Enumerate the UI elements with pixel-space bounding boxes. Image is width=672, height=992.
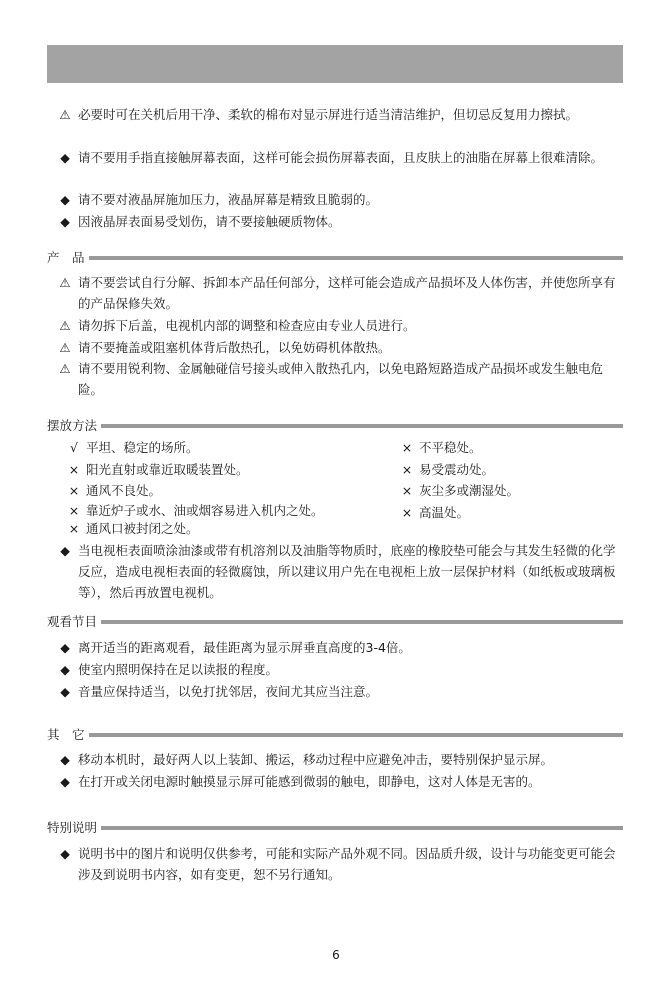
warning-icon: ⚠ (59, 107, 71, 122)
placement-bad-item (66, 518, 199, 539)
warning-icon: ⚠ (59, 340, 71, 355)
placement-bad-item (66, 459, 249, 480)
placement-bad-item (399, 437, 482, 458)
product-item (57, 272, 627, 314)
other-item (57, 771, 627, 792)
placement-note-text: 当电视柜表面喷涂油漆或带有机溶剂以及油脂等物质时，底座的橡胶垫可能会与其发生轻微的化学反应，造成电视柜表面的轻微腐蚀，所以建议用户先在电视柜上放一层保护材料（如纸板或玻璃板等），然后再放置电视机。 (78, 543, 616, 600)
product-text: 请不要用锐利物、金属触碰信号接头或伸入散热孔内，以免电路短路造成产品损坏或发生触电危险。 (78, 361, 604, 397)
bullet-icon: ◆ (60, 543, 70, 558)
cross-icon: × (68, 462, 80, 477)
section-other (47, 725, 623, 745)
bullet-icon: ◆ (60, 640, 70, 655)
warning-icon: ⚠ (59, 275, 71, 290)
bullet-icon: ◆ (60, 150, 70, 165)
placement-text: 通风口被封闭之处。 (86, 521, 199, 536)
intro-text: 请不要用手指直接触屏幕表面，这样可能会损伤屏幕表面，且皮肤上的油脂在屏幕上很难清除。 (78, 150, 604, 165)
cross-icon: × (401, 440, 413, 455)
placement-bad-item (399, 502, 469, 523)
bullet-icon: ◆ (60, 192, 70, 207)
viewing-text: 音量应保持适当，以免打扰邻居，夜间尤其应当注意。 (78, 684, 379, 699)
placement-text: 阳光直射或靠近取暖装置处。 (86, 462, 249, 477)
viewing-text: 使室内照明保持在足以读报的程度。 (78, 662, 279, 677)
section-title: 产 品 (47, 248, 89, 268)
section-title: 观看节目 (47, 612, 101, 632)
section-rule (47, 733, 623, 737)
viewing-item (57, 637, 627, 658)
intro-item (57, 189, 627, 210)
other-text: 移动本机时，最好两人以上装卸、搬运，移动过程中应避免冲击，要特别保护显示屏。 (78, 752, 554, 767)
product-item (57, 337, 627, 358)
placement-good-item (66, 437, 199, 458)
intro-item (57, 104, 627, 125)
placement-note (57, 540, 627, 603)
intro-text: 请不要对液晶屏施加压力，液晶屏幕是精致且脆弱的。 (78, 192, 379, 207)
placement-text: 灰尘多或潮湿处。 (419, 483, 520, 498)
bullet-icon: ◆ (60, 774, 70, 789)
placement-bad-item (399, 459, 494, 480)
bullet-icon: ◆ (60, 846, 70, 861)
placement-text: 高温处。 (419, 505, 470, 520)
cross-icon: × (68, 483, 80, 498)
placement-text: 通风不良处。 (86, 483, 162, 498)
warning-icon: ⚠ (59, 361, 71, 376)
viewing-text: 离开适当的距离观看，最佳距离为显示屏垂直高度的3-4倍。 (78, 640, 411, 655)
intro-text: 因液晶屏表面易受划伤，请不要接触硬质物体。 (78, 214, 341, 229)
bullet-icon: ◆ (60, 684, 70, 699)
warning-icon: ⚠ (59, 318, 71, 333)
check-icon: √ (70, 440, 78, 455)
section-rule (47, 620, 623, 624)
placement-bad-item (66, 480, 161, 501)
section-title: 特别说明 (47, 818, 101, 838)
product-item (57, 315, 627, 336)
placement-text: 易受震动处。 (419, 462, 495, 477)
product-text: 请不要掩盖或阻塞机体背后散热孔，以免妨碍机体散热。 (78, 340, 391, 355)
other-item (57, 749, 627, 770)
page-number: 6 (332, 948, 340, 962)
section-product (47, 248, 623, 268)
intro-item (57, 211, 627, 232)
placement-bad-item (399, 480, 519, 501)
bullet-icon: ◆ (60, 752, 70, 767)
viewing-item (57, 659, 627, 680)
special-item (57, 843, 627, 885)
placement-text: 靠近炉子或水、油或烟容易进入机内之处。 (86, 503, 324, 518)
section-special (47, 818, 623, 838)
section-title: 其 它 (47, 725, 89, 745)
section-title: 摆放方法 (47, 416, 101, 436)
section-placement (47, 416, 623, 436)
cross-icon: × (68, 503, 80, 518)
section-viewing (47, 612, 623, 632)
cross-icon: × (401, 505, 413, 520)
bullet-icon: ◆ (60, 214, 70, 229)
intro-item (57, 147, 627, 168)
cross-icon: × (401, 483, 413, 498)
placement-text: 平坦、稳定的场所。 (86, 440, 199, 455)
product-text: 请勿拆下后盖，电视机内部的调整和检查应由专业人员进行。 (78, 318, 416, 333)
section-rule (47, 256, 623, 260)
cross-icon: × (401, 462, 413, 477)
cross-icon: × (68, 521, 80, 536)
special-text: 说明书中的图片和说明仅供参考，可能和实际产品外观不同。因品质升级，设计与功能变更可能会涉及到说明书内容，如有变更，恕不另行通知。 (78, 846, 616, 882)
other-text: 在打开或关闭电源时触摸显示屏可能感到微弱的触电，即静电，这对人体是无害的。 (78, 774, 541, 789)
header-bar (47, 45, 623, 83)
bullet-icon: ◆ (60, 662, 70, 677)
product-text: 请不要尝试自行分解、拆卸本产品任何部分，这样可能会造成产品损坏及人体伤害，并使您所享有的产品保修失效。 (78, 275, 616, 311)
viewing-item (57, 681, 627, 702)
product-item (57, 358, 627, 400)
intro-text: 必要时可在关机后用干净、柔软的棉布对显示屏进行适当清洁维护，但切忌反复用力擦拭。 (78, 107, 579, 122)
section-rule (47, 424, 623, 428)
section-rule (47, 826, 623, 830)
placement-text: 不平稳处。 (419, 440, 482, 455)
